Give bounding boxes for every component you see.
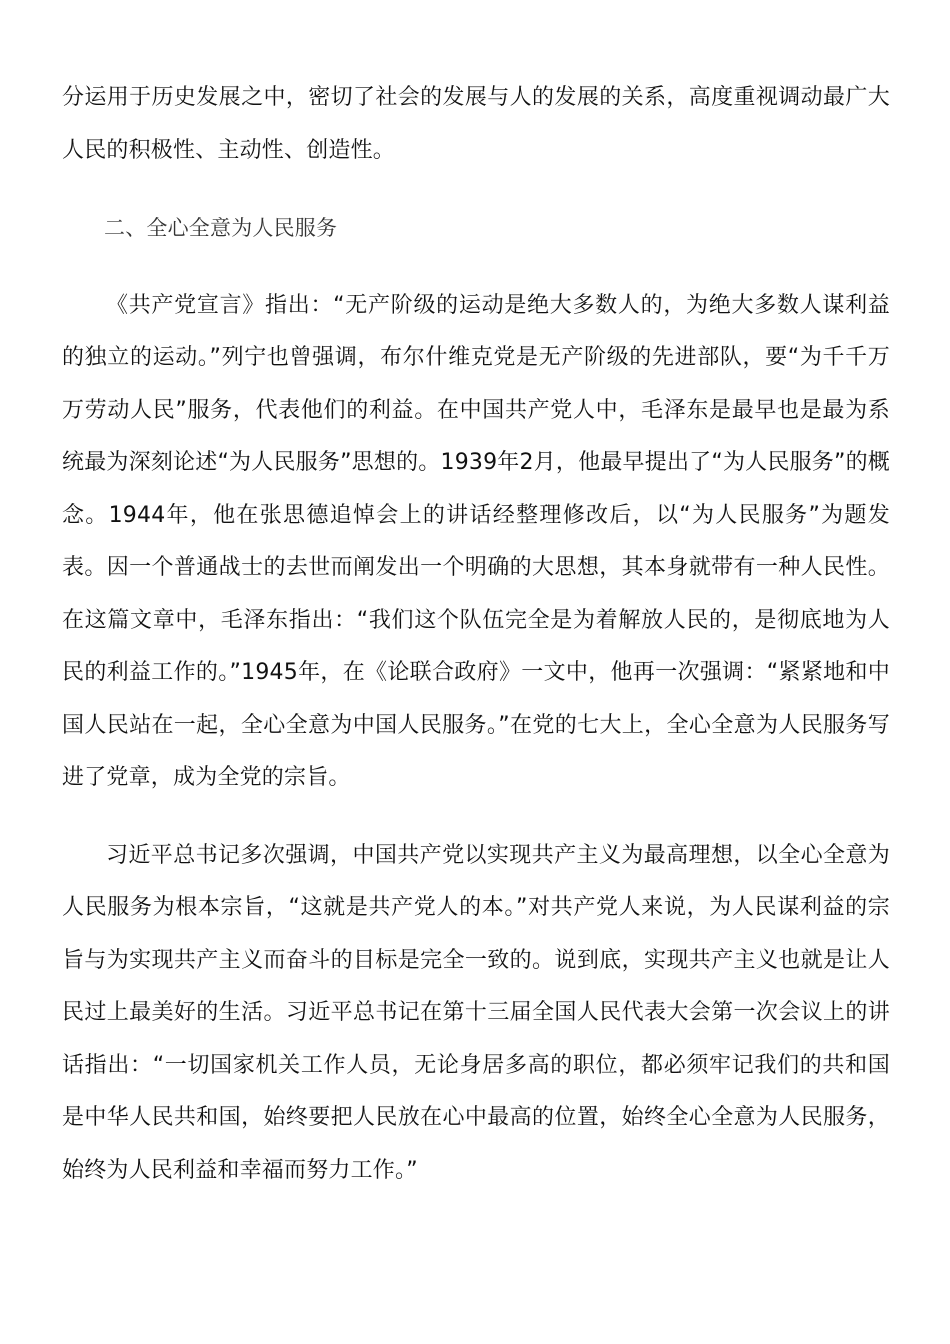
section-heading: 二、全心全意为人民服务 (104, 216, 338, 240)
paragraph-gap (62, 255, 890, 280)
paragraph-gap (62, 805, 890, 830)
paragraph-communist-manifesto: 《共产党宣言》指出：“无产阶级的运动是绝大多数人的，为绝大多数人谋利益的独立的运动。”列宁也曾强调，布尔什维克党是无产阶级的先进部队，要“为千千万万劳动人民”服务，代表他们的利益。在中国共产党人中，毛泽东是最早也是最为系统最为深刻论述“为人民服务”思想的。1939年2月，他最早提出了“为人民服务”的概念。1944年，他在张思德追悼会上的讲话经整理修改后，以“为人民服务”为题发表。因一个普通战士的去世而阐发出一个明确的大思想，其本身就带有一种人民性。在这篇文章中，毛泽东指出：“我们这个队伍完全是为着解放人民的，是彻底地为人民的利益工作的。”1945年，在《论联合政府》一文中，他再一次强调：“紧紧地和中国人民站在一起，全心全意为中国人民服务。”在党的七大上，全心全意为人民服务写进了党章，成为全党的宗旨。 (62, 292, 890, 790)
document-page (62, 72, 890, 1197)
paragraph-continuation: 分运用于历史发展之中，密切了社会的发展与人的发展的关系，高度重视调动最广大人民的积极性、主动性、创造性。 (62, 85, 890, 163)
paragraph-xi-jinping: 习近平总书记多次强调，中国共产党以实现共产主义为最高理想，以全心全意为人民服务为根本宗旨，“这就是共产党人的本。”对共产党人来说，为人民谋利益的宗旨与为实现共产主义而奋斗的目标是完全一致的。说到底，实现共产主义也就是让人民过上最美好的生活。习近平总书记在第十三届全国人民代表大会第一次会议上的讲话指出：“一切国家机关工作人员，无论身居多高的职位，都必须牢记我们的共和国是中华人民共和国，始终要把人民放在心中最高的位置，始终全心全意为人民服务，始终为人民利益和幸福而努力工作。” (62, 842, 890, 1183)
paragraph-gap (62, 177, 890, 202)
